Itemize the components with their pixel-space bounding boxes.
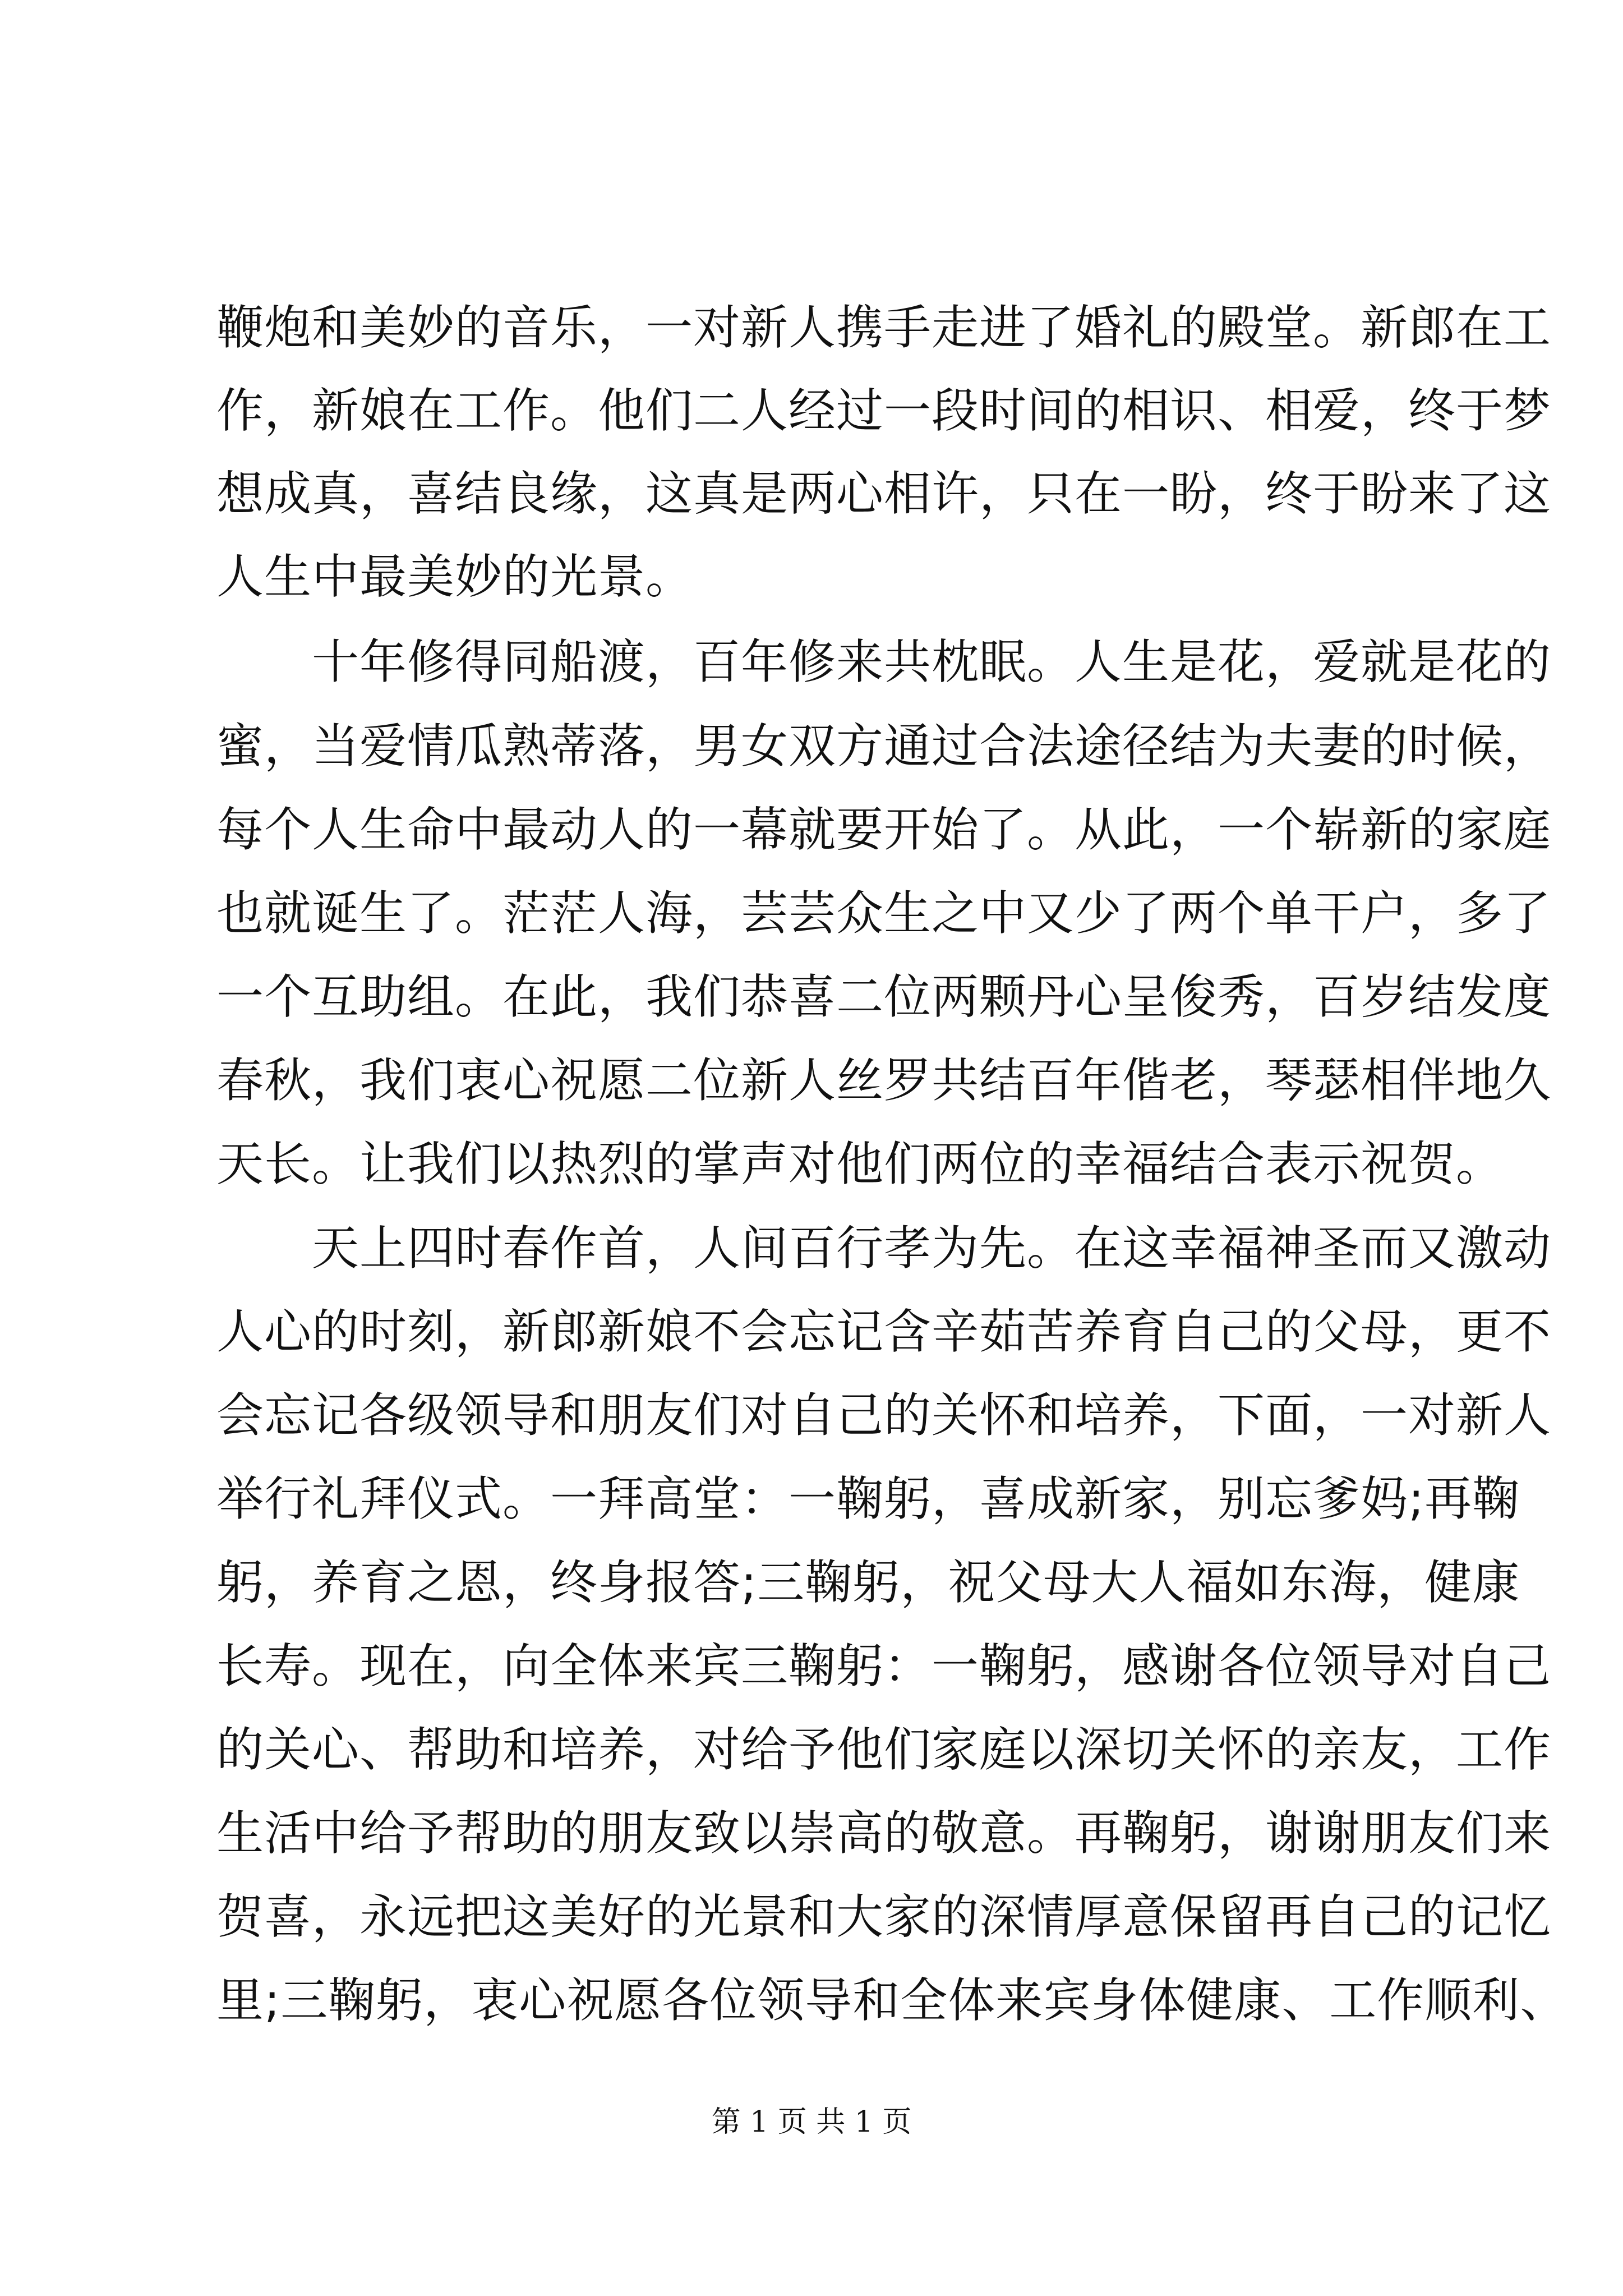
paragraph-2-line-2: 蜜，当爱情瓜熟蒂落，男女双方通过合法途径结为夫妻的时候， (216, 719, 1552, 774)
paragraph-3-line-3: 会忘记各级领导和朋友们对自己的关怀和培养，下面，一对新人 (216, 1388, 1552, 1443)
paragraph-3-line-5: 躬，养育之恩，终身报答;三鞠躬，祝父母大人福如东海，健康 (216, 1555, 1520, 1610)
paragraph-3-line-1: 天上四时春作首，人间百行孝为先。在这幸福神圣而又激动 (312, 1221, 1552, 1276)
paragraph-2-line-6: 春秋，我们衷心祝愿二位新人丝罗共结百年偕老，琴瑟相伴地久 (216, 1053, 1552, 1108)
paragraph-1-line-3: 想成真，喜结良缘，这真是两心相许，只在一盼，终于盼来了这 (216, 466, 1552, 521)
paragraph-1-line-4: 人生中最美妙的光景。 (216, 549, 694, 604)
paragraph-2-line-1: 十年修得同船渡，百年修来共枕眠。人生是花，爱就是花的 (312, 634, 1552, 689)
paragraph-2-line-3: 每个人生命中最动人的一幕就要开始了。从此，一个崭新的家庭 (216, 802, 1552, 857)
paragraph-3-line-7: 的关心、帮助和培养，对给予他们家庭以深切关怀的亲友，工作 (216, 1722, 1552, 1777)
page-footer (0, 2102, 1623, 2142)
paragraph-3-line-8: 生活中给予帮助的朋友致以崇高的敬意。再鞠躬，谢谢朋友们来 (216, 1806, 1552, 1861)
paragraph-3-line-2: 人心的时刻，新郎新娘不会忘记含辛茹苦养育自己的父母，更不 (216, 1304, 1552, 1359)
paragraph-2-line-7: 天长。让我们以热烈的掌声对他们两位的幸福结合表示祝贺。 (216, 1137, 1504, 1191)
paragraph-2-line-5: 一个互助组。在此，我们恭喜二位两颗丹心呈俊秀，百岁结发度 (216, 969, 1552, 1024)
paragraph-1-line-1: 鞭炮和美妙的音乐，一对新人携手走进了婚礼的殿堂。新郎在工 (216, 300, 1552, 355)
paragraph-3-line-10: 里;三鞠躬，衷心祝愿各位领导和全体来宾身体健康、工作顺利、 (216, 1973, 1568, 2028)
paragraph-3-line-6: 长寿。现在，向全体来宾三鞠躬：一鞠躬，感谢各位领导对自己 (216, 1639, 1552, 1694)
paragraph-3-line-4: 举行礼拜仪式。一拜高堂：一鞠躬，喜成新家，别忘爹妈;再鞠 (216, 1471, 1520, 1526)
paragraph-2-line-4: 也就诞生了。茫茫人海，芸芸众生之中又少了两个单干户，多了 (216, 886, 1552, 941)
paragraph-3-line-9: 贺喜，永远把这美好的光景和大家的深情厚意保留再自己的记忆 (216, 1889, 1552, 1944)
page-number-label: 第 1 页 共 1 页 (711, 2105, 912, 2139)
paragraph-1-line-2: 作，新娘在工作。他们二人经过一段时间的相识、相爱，终于梦 (216, 383, 1552, 438)
